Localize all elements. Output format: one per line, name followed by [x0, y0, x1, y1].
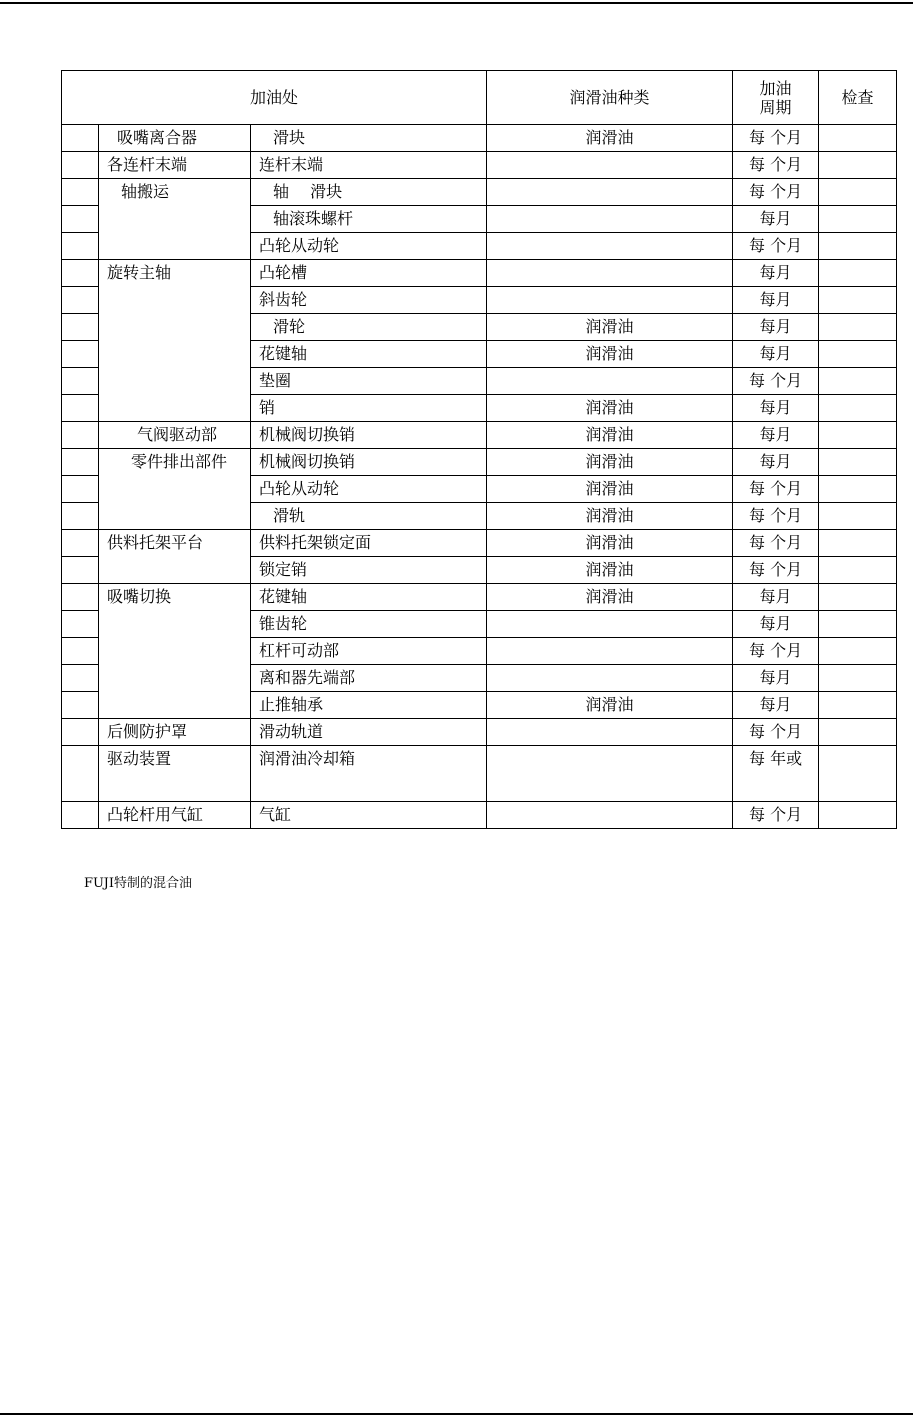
check-box-cell[interactable] — [819, 368, 897, 395]
check-cell[interactable] — [62, 179, 99, 206]
cycle-cell: 每月 — [733, 422, 819, 449]
check-box-cell[interactable] — [819, 206, 897, 233]
check-cell[interactable] — [62, 611, 99, 638]
table-row — [62, 584, 897, 611]
oil-cell — [487, 179, 733, 206]
cycle-cell: 每 个月 — [733, 530, 819, 557]
point-cell: 花键轴 — [251, 584, 487, 611]
check-cell[interactable] — [62, 260, 99, 287]
cycle-cell: 每 个月 — [733, 557, 819, 584]
point-cell: 连杆末端 — [251, 152, 487, 179]
header-cycle-text: 加油 周期 — [759, 78, 792, 117]
point-cell: 机械阀切换销 — [251, 449, 487, 476]
cycle-cell: 每月 — [733, 287, 819, 314]
cycle-cell: 每 个月 — [733, 125, 819, 152]
cycle-cell: 每 个月 — [733, 152, 819, 179]
part-cell: 吸嘴离合器 — [99, 125, 251, 152]
header-cycle — [733, 71, 819, 125]
check-box-cell[interactable] — [819, 611, 897, 638]
point-cell: 滑块 — [251, 125, 487, 152]
cycle-cell: 每月 — [733, 584, 819, 611]
cycle-cell: 每月 — [733, 314, 819, 341]
table-row — [62, 530, 897, 557]
check-box-cell[interactable] — [819, 802, 897, 829]
check-cell[interactable] — [62, 530, 99, 557]
point-cell: 锥齿轮 — [251, 611, 487, 638]
part-cell: 供料托架平台 — [99, 530, 251, 584]
check-box-cell[interactable] — [819, 179, 897, 206]
part-cell: 驱动装置 — [99, 746, 251, 802]
oil-cell: 润滑油 — [487, 503, 733, 530]
check-cell[interactable] — [62, 719, 99, 746]
table-row — [62, 422, 897, 449]
check-box-cell[interactable] — [819, 638, 897, 665]
oil-cell — [487, 260, 733, 287]
check-cell[interactable] — [62, 206, 99, 233]
oil-cell: 润滑油 — [487, 449, 733, 476]
cycle-cell: 每 个月 — [733, 503, 819, 530]
check-cell[interactable] — [62, 746, 99, 802]
check-cell[interactable] — [62, 395, 99, 422]
oil-cell: 润滑油 — [487, 530, 733, 557]
check-cell[interactable] — [62, 125, 99, 152]
header-oil-type: 润滑油种类 — [487, 71, 733, 125]
cycle-cell: 每月 — [733, 692, 819, 719]
oil-cell — [487, 802, 733, 829]
point-cell: 凸轮槽 — [251, 260, 487, 287]
part-cell: 吸嘴切换 — [99, 584, 251, 719]
point-cell: 凸轮从动轮 — [251, 476, 487, 503]
oil-cell: 润滑油 — [487, 314, 733, 341]
point-cell: 滑轨 — [251, 503, 487, 530]
check-box-cell[interactable] — [819, 557, 897, 584]
check-box-cell[interactable] — [819, 287, 897, 314]
lubrication-table — [61, 70, 897, 829]
top-rule — [0, 2, 913, 4]
table-row — [62, 449, 897, 476]
oil-cell — [487, 233, 733, 260]
part-cell: 旋转主轴 — [99, 260, 251, 422]
table-row — [62, 719, 897, 746]
check-box-cell[interactable] — [819, 449, 897, 476]
check-cell[interactable] — [62, 638, 99, 665]
check-box-cell[interactable] — [819, 152, 897, 179]
table-row — [62, 125, 897, 152]
oil-cell: 润滑油 — [487, 395, 733, 422]
bottom-rule — [0, 1413, 913, 1415]
cycle-cell: 每 个月 — [733, 368, 819, 395]
check-box-cell[interactable] — [819, 503, 897, 530]
point-cell: 锁定销 — [251, 557, 487, 584]
oil-cell — [487, 746, 733, 802]
point-cell: 斜齿轮 — [251, 287, 487, 314]
oil-cell: 润滑油 — [487, 422, 733, 449]
check-cell[interactable] — [62, 422, 99, 449]
cycle-cell: 每月 — [733, 665, 819, 692]
point-cell: 轴 滑块 — [251, 179, 487, 206]
header-check: 检查 — [819, 71, 897, 125]
check-box-cell[interactable] — [819, 584, 897, 611]
oil-cell: 润滑油 — [487, 584, 733, 611]
check-box-cell[interactable] — [819, 692, 897, 719]
check-box-cell[interactable] — [819, 746, 897, 802]
footnote: FUJI特制的混合油 — [84, 876, 192, 891]
check-cell[interactable] — [62, 476, 99, 503]
check-box-cell[interactable] — [819, 395, 897, 422]
point-cell: 杠杆可动部 — [251, 638, 487, 665]
table-row — [62, 179, 897, 206]
cycle-cell: 每 个月 — [733, 233, 819, 260]
cycle-cell: 每月 — [733, 260, 819, 287]
table-row — [62, 802, 897, 829]
cycle-cell: 每 个月 — [733, 638, 819, 665]
check-box-cell[interactable] — [819, 719, 897, 746]
header-location: 加油处 — [62, 71, 487, 125]
cycle-cell: 每 个月 — [733, 179, 819, 206]
point-cell: 销 — [251, 395, 487, 422]
oil-cell — [487, 152, 733, 179]
check-cell[interactable] — [62, 368, 99, 395]
check-cell[interactable] — [62, 287, 99, 314]
cycle-cell: 每 个月 — [733, 802, 819, 829]
oil-cell — [487, 611, 733, 638]
cycle-cell: 每月 — [733, 449, 819, 476]
check-cell[interactable] — [62, 341, 99, 368]
part-cell: 凸轮杆用气缸 — [99, 802, 251, 829]
point-cell: 止推轴承 — [251, 692, 487, 719]
check-box-cell[interactable] — [819, 125, 897, 152]
table-header-row — [62, 71, 897, 125]
point-cell: 凸轮从动轮 — [251, 233, 487, 260]
cycle-cell: 每月 — [733, 341, 819, 368]
check-cell[interactable] — [62, 692, 99, 719]
check-box-cell[interactable] — [819, 530, 897, 557]
oil-cell: 润滑油 — [487, 476, 733, 503]
oil-cell: 润滑油 — [487, 692, 733, 719]
check-cell[interactable] — [62, 503, 99, 530]
check-cell[interactable] — [62, 449, 99, 476]
check-cell[interactable] — [62, 233, 99, 260]
cycle-cell: 每 个月 — [733, 476, 819, 503]
point-cell: 轴滚珠螺杆 — [251, 206, 487, 233]
check-cell[interactable] — [62, 314, 99, 341]
oil-cell: 润滑油 — [487, 557, 733, 584]
part-cell: 后侧防护罩 — [99, 719, 251, 746]
oil-cell — [487, 368, 733, 395]
check-box-cell[interactable] — [819, 422, 897, 449]
cycle-cell: 每月 — [733, 395, 819, 422]
part-cell: 轴搬运 — [99, 179, 251, 260]
check-box-cell[interactable] — [819, 314, 897, 341]
check-box-cell[interactable] — [819, 665, 897, 692]
part-cell: 零件排出部件 — [99, 449, 251, 530]
table-row — [62, 260, 897, 287]
table-row — [62, 152, 897, 179]
point-cell: 机械阀切换销 — [251, 422, 487, 449]
point-cell: 滑动轨道 — [251, 719, 487, 746]
cycle-cell: 每 年或 — [733, 746, 819, 802]
oil-cell — [487, 719, 733, 746]
point-cell: 垫圈 — [251, 368, 487, 395]
cycle-cell: 每月 — [733, 611, 819, 638]
oil-cell — [487, 287, 733, 314]
point-cell: 滑轮 — [251, 314, 487, 341]
oil-cell — [487, 206, 733, 233]
point-cell: 供料托架锁定面 — [251, 530, 487, 557]
oil-cell — [487, 665, 733, 692]
oil-cell: 润滑油 — [487, 341, 733, 368]
table-row — [62, 746, 897, 802]
check-cell[interactable] — [62, 584, 99, 611]
check-cell[interactable] — [62, 665, 99, 692]
cycle-cell: 每月 — [733, 206, 819, 233]
oil-cell — [487, 638, 733, 665]
part-cell: 各连杆末端 — [99, 152, 251, 179]
check-box-cell[interactable] — [819, 233, 897, 260]
check-box-cell[interactable] — [819, 260, 897, 287]
point-cell: 气缸 — [251, 802, 487, 829]
check-cell[interactable] — [62, 152, 99, 179]
check-box-cell[interactable] — [819, 476, 897, 503]
check-cell[interactable] — [62, 802, 99, 829]
part-cell: 气阀驱动部 — [99, 422, 251, 449]
point-cell: 花键轴 — [251, 341, 487, 368]
point-cell: 离和器先端部 — [251, 665, 487, 692]
point-cell: 润滑油冷却箱 — [251, 746, 487, 802]
check-box-cell[interactable] — [819, 341, 897, 368]
oil-cell: 润滑油 — [487, 125, 733, 152]
cycle-cell: 每 个月 — [733, 719, 819, 746]
check-cell[interactable] — [62, 557, 99, 584]
